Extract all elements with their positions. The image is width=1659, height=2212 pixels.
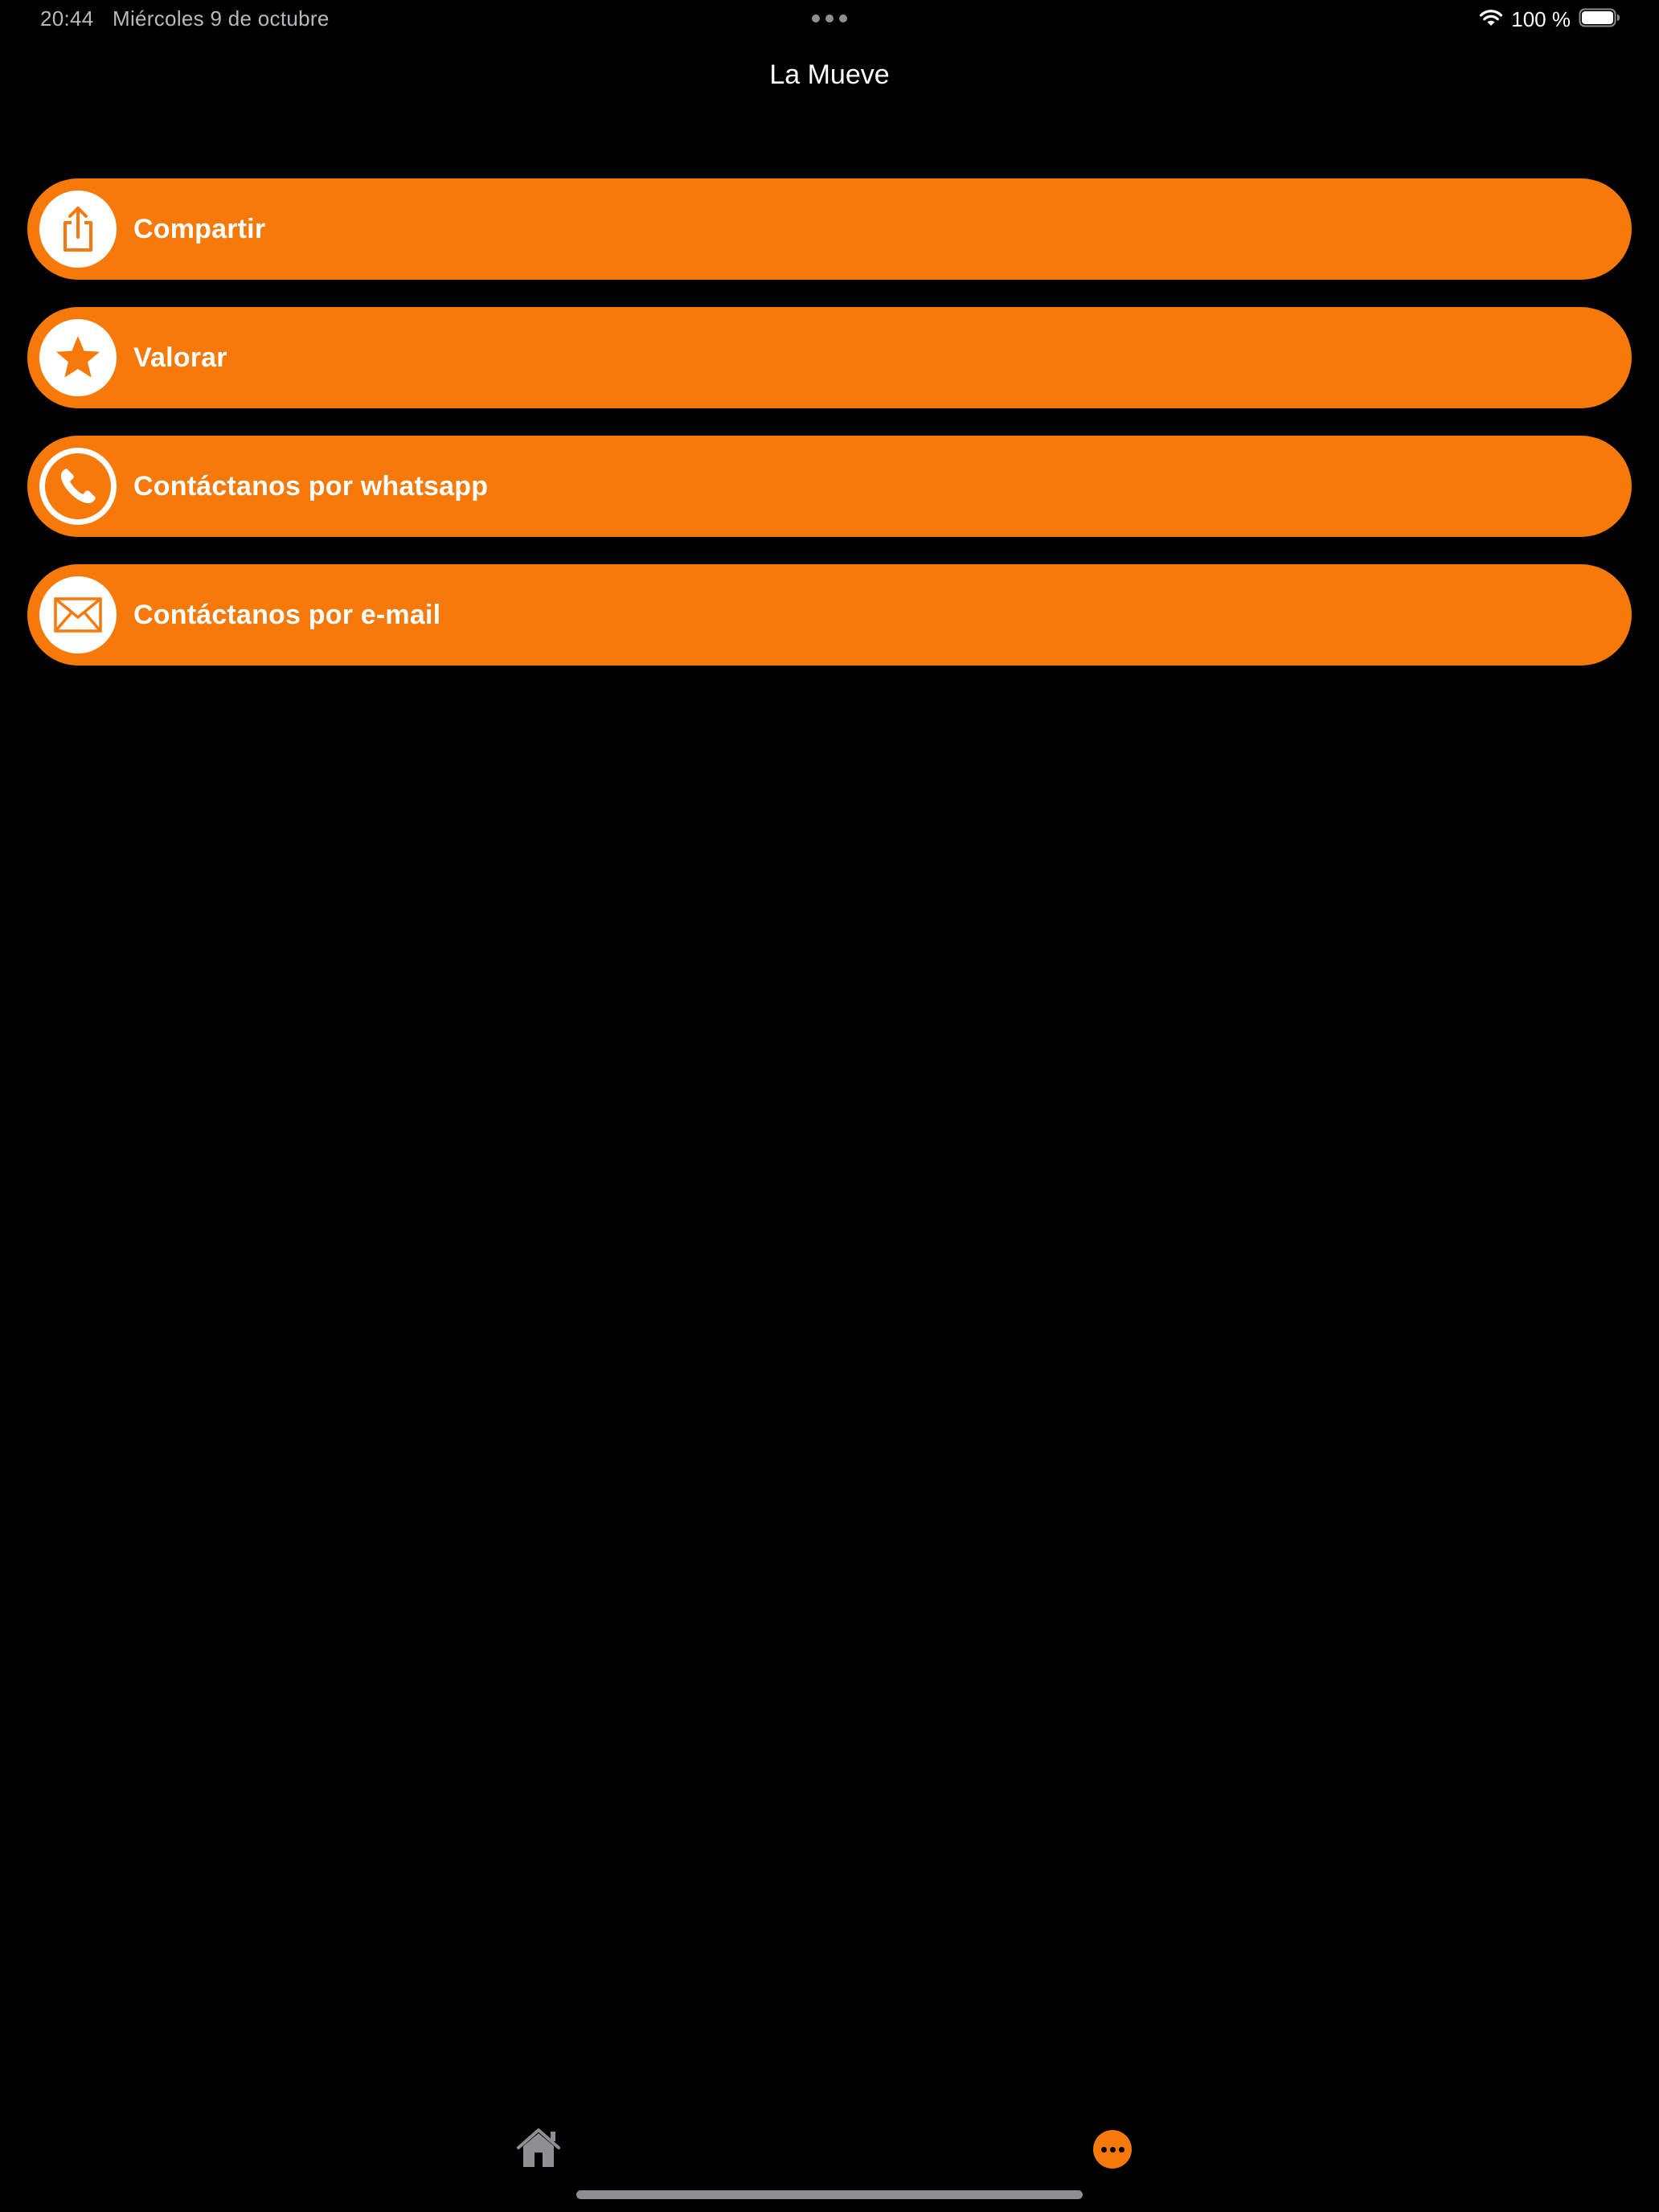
battery-icon <box>1579 8 1620 31</box>
whatsapp-label: Contáctanos por whatsapp <box>133 470 489 502</box>
share-icon <box>39 190 117 268</box>
home-icon <box>515 2127 562 2173</box>
status-time: 20:44 <box>40 6 94 31</box>
page-title: La Mueve <box>769 59 890 90</box>
star-icon <box>39 319 117 396</box>
whatsapp-button[interactable] <box>27 436 1632 537</box>
multitask-dots-icon[interactable] <box>812 14 847 23</box>
mail-icon <box>39 576 117 653</box>
status-date: Miércoles 9 de octubre <box>113 6 330 31</box>
tab-more[interactable] <box>1088 2125 1137 2173</box>
status-bar <box>0 0 1659 39</box>
menu-list <box>27 178 1632 693</box>
email-label: Contáctanos por e-mail <box>133 599 441 630</box>
share-label: Compartir <box>133 213 266 244</box>
status-right <box>1479 5 1620 34</box>
tab-bar <box>0 2114 1659 2186</box>
email-button[interactable] <box>27 564 1632 666</box>
share-button[interactable] <box>27 178 1632 280</box>
phone-icon <box>39 448 117 525</box>
more-icon <box>1093 2130 1132 2169</box>
home-indicator[interactable] <box>576 2190 1083 2199</box>
battery-percent: 100 % <box>1511 6 1571 31</box>
rate-label: Valorar <box>133 342 227 373</box>
rate-button[interactable] <box>27 307 1632 408</box>
tab-home[interactable] <box>514 2125 563 2173</box>
wifi-icon <box>1479 8 1503 31</box>
